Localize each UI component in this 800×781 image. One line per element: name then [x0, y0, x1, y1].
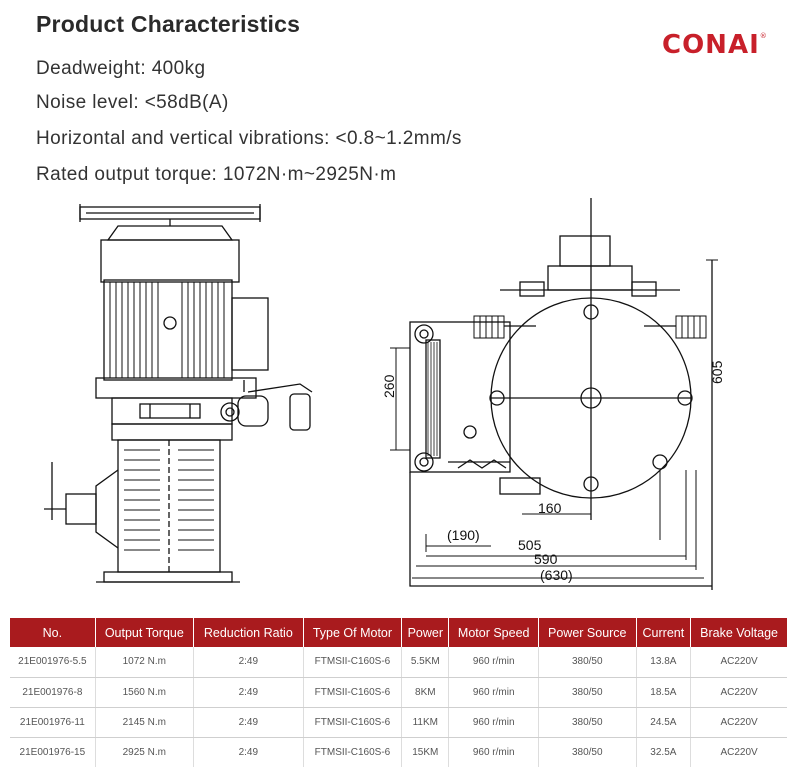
brand-logo [662, 30, 768, 60]
cell-output-torque: 1560 N.m [95, 677, 193, 707]
col-output-torque: Output Torque [95, 618, 193, 647]
cell-current: 32.5A [636, 737, 691, 767]
table-row [10, 737, 787, 767]
cell-reduction-ratio: 2:49 [193, 647, 303, 677]
front-view-drawing [390, 198, 718, 590]
col-brake-voltage: Brake Voltage [691, 618, 787, 647]
cell-motor-speed: 960 r/min [449, 677, 539, 707]
cell-type-of-motor: FTMSII-C160S-6 [303, 647, 401, 677]
cell-no: 21E001976-11 [10, 707, 95, 737]
cell-power-source: 380/50 [538, 737, 636, 767]
registered-mark: ® [759, 32, 768, 40]
cell-brake-voltage: AC220V [691, 677, 787, 707]
cell-type-of-motor: FTMSII-C160S-6 [303, 677, 401, 707]
cell-reduction-ratio: 2:49 [193, 677, 303, 707]
dimension-260: 260 [381, 374, 397, 398]
cell-type-of-motor: FTMSII-C160S-6 [303, 737, 401, 767]
col-no: No. [10, 618, 95, 647]
cell-output-torque: 1072 N.m [95, 647, 193, 677]
cell-power: 8KM [402, 677, 449, 707]
cell-reduction-ratio: 2:49 [193, 737, 303, 767]
cell-reduction-ratio: 2:49 [193, 707, 303, 737]
cell-current: 18.5A [636, 677, 691, 707]
col-current: Current [636, 618, 691, 647]
cell-brake-voltage: AC220V [691, 647, 787, 677]
col-type-of-motor: Type Of Motor [303, 618, 401, 647]
cell-power: 15KM [402, 737, 449, 767]
cell-current: 13.8A [636, 647, 691, 677]
cell-no: 21E001976-15 [10, 737, 95, 767]
col-motor-speed: Motor Speed [449, 618, 539, 647]
cell-brake-voltage: AC220V [691, 707, 787, 737]
spec-rated-torque: Rated output torque: 1072N·m~2925N·m [36, 164, 397, 185]
dimension-605: 605 [709, 360, 725, 384]
technical-drawing [0, 195, 800, 600]
spec-vibrations: Horizontal and vertical vibrations: <0.8~1.2mm/s [36, 128, 462, 149]
cell-output-torque: 2145 N.m [95, 707, 193, 737]
cell-power: 5.5KM [402, 647, 449, 677]
cell-no: 21E001976-8 [10, 677, 95, 707]
page-title: Product Characteristics [36, 11, 301, 37]
cell-motor-speed: 960 r/min [449, 707, 539, 737]
dimension-590: 590 [534, 551, 558, 567]
side-view-drawing [44, 204, 312, 582]
dimension-190: (190) [447, 527, 480, 543]
col-reduction-ratio: Reduction Ratio [193, 618, 303, 647]
cell-power-source: 380/50 [538, 677, 636, 707]
cell-power-source: 380/50 [538, 707, 636, 737]
col-power-source: Power Source [538, 618, 636, 647]
cell-current: 24.5A [636, 707, 691, 737]
product-spec-table [10, 618, 787, 767]
dimension-505: 505 [518, 537, 542, 553]
cell-type-of-motor: FTMSII-C160S-6 [303, 707, 401, 737]
cell-output-torque: 2925 N.m [95, 737, 193, 767]
spec-noise-level: Noise level: <58dB(A) [36, 92, 229, 113]
cell-motor-speed: 960 r/min [449, 737, 539, 767]
dimension-630: (630) [540, 567, 573, 583]
dimension-160: 160 [538, 500, 562, 516]
cell-brake-voltage: AC220V [720, 746, 758, 758]
table-row [10, 677, 787, 707]
cell-power: 11KM [402, 707, 449, 737]
table-header-row [10, 618, 787, 647]
cell-power-source: 380/50 [538, 647, 636, 677]
table-row [10, 707, 787, 737]
table-row [10, 647, 787, 677]
spec-deadweight: Deadweight: 400kg [36, 58, 206, 79]
cell-motor-speed: 960 r/min [449, 647, 539, 677]
brand-name: CONAI [662, 30, 760, 60]
col-power: Power [402, 618, 449, 647]
cell-no: 21E001976-5.5 [10, 647, 95, 677]
